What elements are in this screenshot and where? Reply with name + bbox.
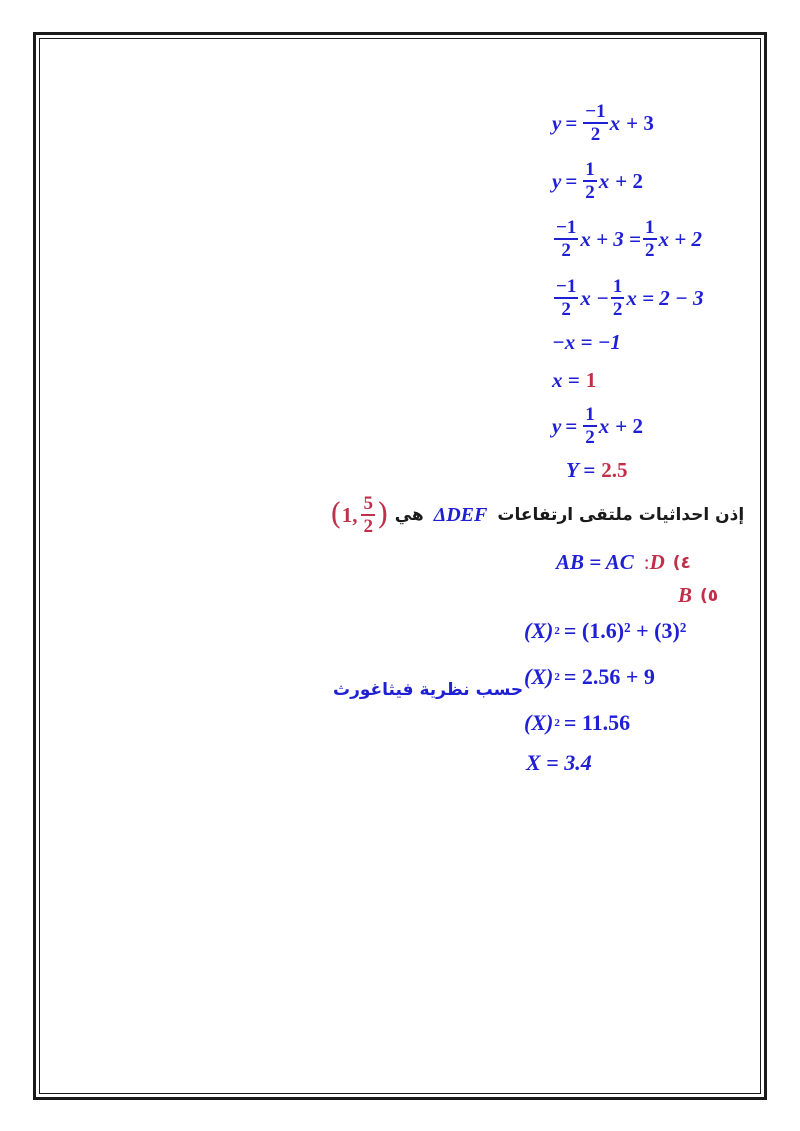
answer-5-number: ٥) — [700, 585, 719, 606]
pythagoras-note: حسب نظرية فيثاغورث — [333, 680, 524, 700]
answer-4: AB = AC : D ٤) — [556, 550, 691, 574]
eq1-fraction: $\frac{-1}{2}$ — [585, 101, 606, 145]
is-word: هي — [394, 505, 424, 525]
answer-5 — [678, 583, 718, 608]
equation-line-8: Y = 2.5 — [566, 458, 628, 482]
conclusion-line: ( 1, $\frac{5}{2}$ ) هي ΔDEF إذن احداثيات ملتقى ارتفاعات — [330, 493, 745, 537]
equation-line-1: y = $\frac{-1}{2}$ x + 3 — [552, 101, 654, 145]
answer-4-number: ٤) — [672, 552, 691, 573]
eq1-lhs: y — [552, 110, 562, 135]
point-x: 1, — [341, 502, 358, 527]
equation-line-7: y = $\frac{1}{2}$ x + 2 — [552, 404, 644, 448]
equation-line-5: −x = −1 — [552, 330, 621, 354]
equation-line-6: x = 1 — [552, 368, 597, 392]
pythagoras-line-2: (X) 2 = 2.56 + 9 — [524, 664, 655, 689]
point-y-fraction: $\frac{5}{2}$ — [363, 493, 373, 537]
equation-line-2: y = $\frac{1}{2}$ x + 2 — [552, 159, 644, 203]
answer-4-equation: AB = AC — [556, 550, 634, 574]
triangle-name: ΔDEF — [433, 503, 488, 526]
equation-line-3: $\frac{-1}{2}$ x + 3 = $\frac{1}{2}$ x + 2 — [556, 217, 702, 261]
answer-4-letter: D — [649, 550, 665, 574]
equation-line-4: $\frac{-1}{2}$ x − $\frac{1}{2}$ x = 2 − 3 — [556, 276, 704, 320]
answer-5-letter: B — [678, 583, 693, 607]
conclusion-text: إذن احداثيات ملتقى ارتفاعات — [497, 505, 745, 525]
pythagoras-line-3: (X) 2 = 11.56 — [524, 710, 631, 735]
pythagoras-line-4: X = 3.4 — [526, 750, 592, 775]
pythagoras-line-1: (X) 2 = (1.6)² + (3)² — [524, 618, 687, 643]
